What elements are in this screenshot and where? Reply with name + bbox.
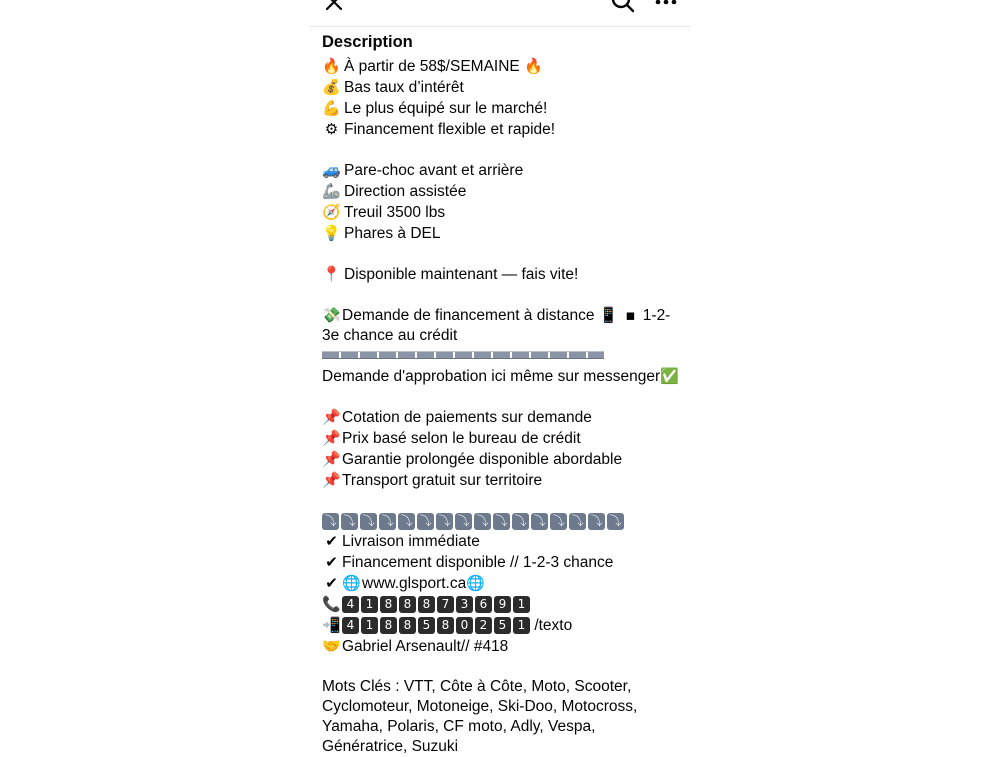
pin-icon: 📍	[322, 265, 341, 283]
arrow-down-icon: ⤵	[455, 513, 472, 530]
arrow-down-icon: ⤵	[398, 513, 415, 530]
equipment-line	[322, 202, 684, 223]
light-bulb-icon: 💡	[322, 224, 341, 242]
digit-keycap: 8	[418, 596, 435, 613]
handshake-icon: 🤝	[322, 637, 341, 655]
website-line	[322, 573, 684, 594]
check-line	[322, 531, 684, 552]
arrow-down-icon: ⤵	[360, 513, 377, 530]
pin-text: Garantie prolongée disponible abordable	[342, 451, 623, 468]
robot-arm-icon: 🦾	[322, 182, 341, 200]
pushpin-icon: 📌	[322, 471, 341, 489]
arrow-down-icon: ⤵	[493, 513, 510, 530]
digit-keycap: 9	[494, 596, 511, 613]
muscle-icon: 💪	[322, 99, 341, 117]
arrow-down-icon: ⤵	[474, 513, 491, 530]
credit-chance-text: 1-2-3e chance au crédit	[322, 307, 671, 344]
spacer	[322, 387, 684, 407]
spacer	[322, 657, 684, 677]
arrow-row	[322, 511, 684, 531]
digit-keycap: 0	[456, 617, 473, 634]
text-line	[322, 615, 684, 636]
pin-text: Cotation de paiements sur demande	[342, 409, 592, 426]
price-line	[322, 56, 684, 77]
mobile-phone-icon: 📱	[598, 306, 618, 324]
pin-line	[322, 449, 684, 470]
availability-text: Disponible maintenant — fais vite!	[344, 266, 579, 283]
keywords-text: Mots Clés : VTT, Côte à Côte, Moto, Scooter, Cyclomoteur, Motoneige, Ski-Doo, Motocross, Yamaha, Polaris, CF moto, Adly, Vespa, Génératrice, Suzuki	[322, 678, 638, 755]
listing-panel	[310, 0, 690, 755]
compass-icon: 🧭	[322, 203, 341, 221]
search-icon[interactable]	[610, 0, 636, 14]
equipment-text: Direction assistée	[344, 183, 467, 200]
arrow-down-icon: ⤵	[341, 513, 358, 530]
pin-line	[322, 470, 684, 491]
close-icon[interactable]	[322, 0, 346, 14]
digit-keycap: 1	[361, 596, 378, 613]
globe-icon: 🌐	[342, 574, 361, 592]
money-bag-icon: 💰	[322, 78, 341, 96]
gear-icon: ⚙	[324, 120, 339, 138]
equipment-text: Pare-choc avant et arrière	[344, 162, 524, 179]
digit-keycap: 5	[418, 617, 435, 634]
pin-text: Prix basé selon le bureau de crédit	[342, 430, 581, 447]
equipment-line	[322, 181, 684, 202]
digit-keycap: 8	[399, 596, 416, 613]
separator-line	[322, 346, 684, 366]
description-section	[322, 31, 684, 757]
check-line	[322, 552, 684, 573]
financing-text: Demande de financement à distance	[342, 307, 595, 324]
phone-number[interactable]	[342, 596, 530, 613]
fire-icon: 🔥	[524, 57, 543, 75]
arrow-down-icon: ⤵	[550, 513, 567, 530]
arrow-down-icon: ⤵	[569, 513, 586, 530]
check-icon: ✔	[325, 574, 338, 592]
feature-text: Bas taux d’intérêt	[344, 79, 464, 96]
pin-line	[322, 407, 684, 428]
check-text: Livraison immédiate	[342, 533, 480, 550]
digit-keycap: 4	[342, 596, 359, 613]
arrow-down-icon: ⤵	[607, 513, 624, 530]
spacer	[322, 491, 684, 511]
digit-keycap: 1	[361, 617, 378, 634]
equipment-text: Phares à DEL	[344, 225, 441, 242]
pin-line	[322, 428, 684, 449]
arrow-down-icon: ⤵	[512, 513, 529, 530]
phone-line	[322, 594, 684, 615]
digit-keycap: 7	[437, 596, 454, 613]
text-number[interactable]	[342, 617, 530, 634]
spacer	[322, 140, 684, 160]
spacer	[322, 244, 684, 264]
texto-label: /texto	[534, 617, 573, 634]
approval-line	[322, 366, 684, 387]
feature-line	[322, 77, 684, 98]
digit-keycap: 8	[399, 617, 416, 634]
approval-text: Demande d'approbation ici même sur messenger	[322, 368, 661, 385]
website-link[interactable]: www.glsport.ca	[362, 575, 467, 592]
financing-line	[322, 305, 684, 346]
digit-keycap: 8	[380, 596, 397, 613]
price-text: À partir de 58$/SEMAINE	[344, 58, 520, 75]
digit-keycap: 1	[513, 596, 530, 613]
equipment-line	[322, 223, 684, 244]
description-heading: Description	[322, 33, 413, 51]
feature-text: Financement flexible et rapide!	[344, 121, 556, 138]
digit-keycap: 6	[475, 596, 492, 613]
contact-text: Gabriel Arsenault// #418	[342, 638, 509, 655]
pushpin-icon: 📌	[322, 429, 341, 447]
mobile-arrow-icon: 📲	[322, 616, 341, 634]
arrow-down-icon: ⤵	[531, 513, 548, 530]
spacer	[322, 285, 684, 305]
contact-line	[322, 636, 684, 657]
digit-keycap: 5	[494, 617, 511, 634]
feature-line	[322, 119, 684, 140]
arrow-down-icon: ⤵	[436, 513, 453, 530]
check-mark-icon: ✅	[660, 367, 679, 385]
bullet-icon: ▪	[625, 306, 636, 324]
pushpin-icon: 📌	[322, 408, 341, 426]
availability-line	[322, 264, 684, 285]
globe-icon: 🌐	[466, 574, 486, 592]
arrow-down-icon: ⤵	[417, 513, 434, 530]
pushpin-icon: 📌	[322, 450, 341, 468]
equipment-text: Treuil 3500 lbs	[344, 204, 446, 221]
check-icon: ✔	[325, 532, 338, 550]
digit-keycap: 1	[513, 617, 530, 634]
digit-keycap: 8	[380, 617, 397, 634]
arrow-down-icon: ⤵	[322, 513, 339, 530]
check-icon: ✔	[325, 553, 338, 571]
feature-text: Le plus équipé sur le marché!	[344, 100, 548, 117]
arrow-down-icon: ⤵	[379, 513, 396, 530]
check-text: Financement disponible // 1-2-3 chance	[342, 554, 614, 571]
digit-keycap: 3	[456, 596, 473, 613]
truck-icon: 🚙	[322, 161, 341, 179]
feature-line	[322, 98, 684, 119]
digit-keycap: 8	[437, 617, 454, 634]
more-icon[interactable]	[654, 0, 678, 14]
pin-text: Transport gratuit sur territoire	[342, 472, 543, 489]
money-wings-icon: 💸	[322, 306, 341, 324]
digit-keycap: 2	[475, 617, 492, 634]
digit-keycap: 4	[342, 617, 359, 634]
fire-icon: 🔥	[322, 57, 341, 75]
telephone-icon: 📞	[322, 595, 341, 613]
equipment-line	[322, 160, 684, 181]
top-bar	[310, 0, 690, 27]
arrow-down-icon: ⤵	[588, 513, 605, 530]
